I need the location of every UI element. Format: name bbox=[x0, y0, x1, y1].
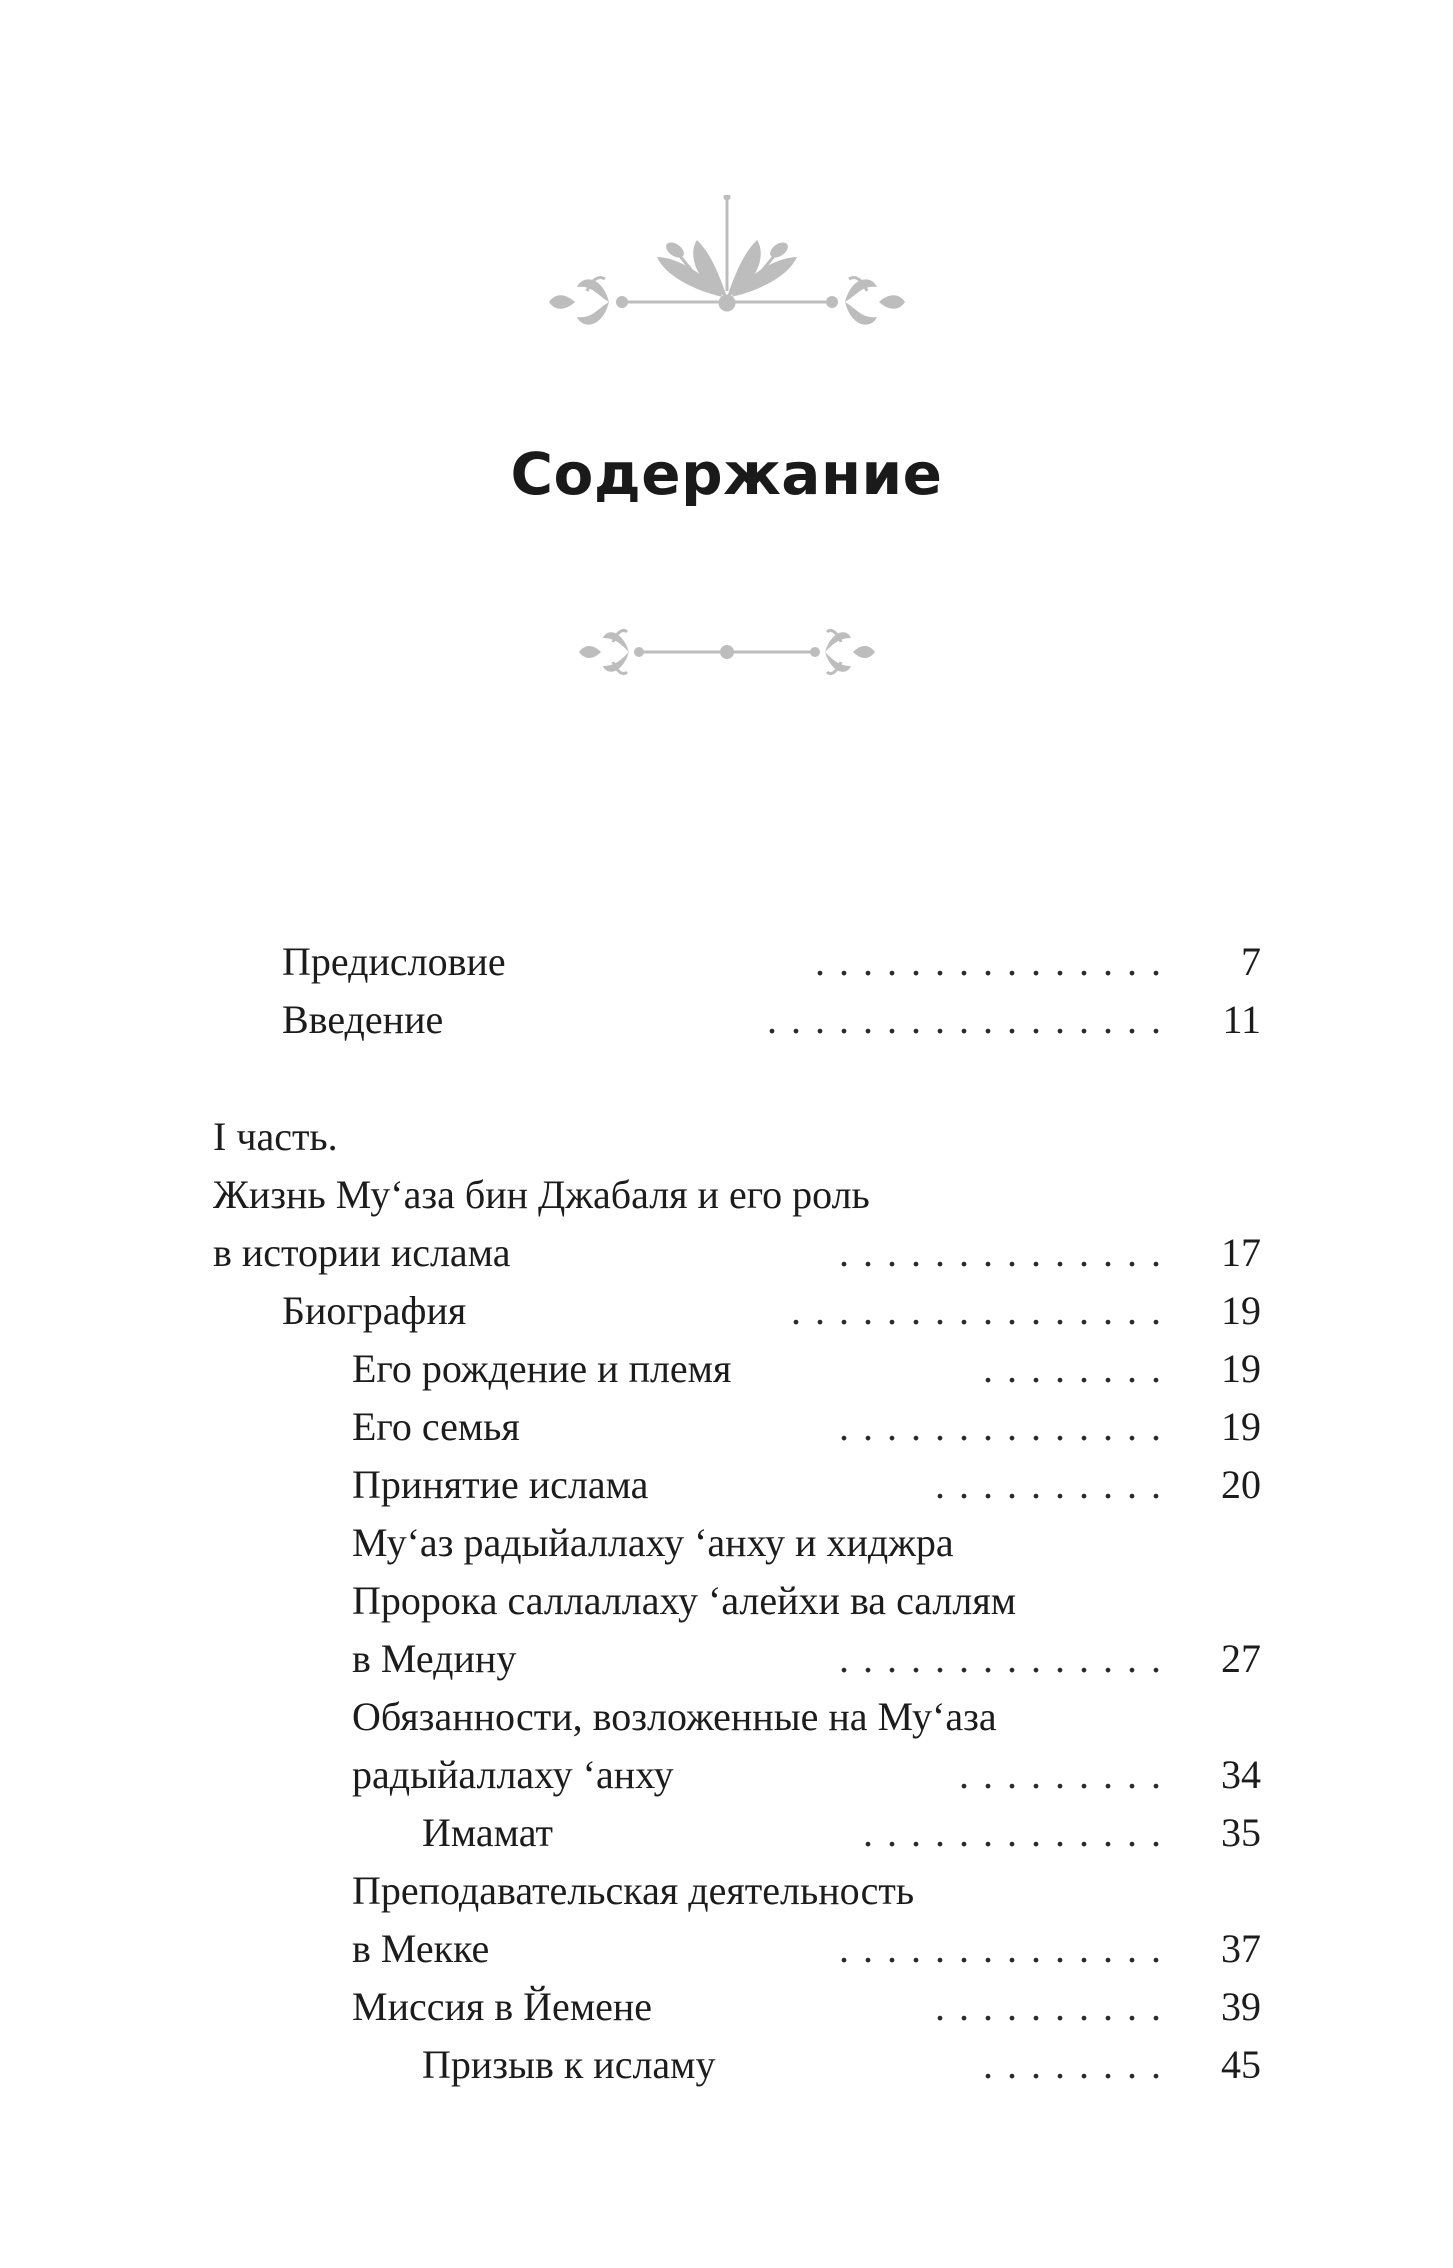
toc-entry-continued bbox=[0, 1514, 1453, 1572]
toc-leader-dots: .............. bbox=[839, 1926, 1175, 1971]
toc-entry-label: в Медину bbox=[352, 1636, 517, 1681]
toc-leader-dots: ........ bbox=[983, 2042, 1175, 2087]
toc-entry-label: Миссия в Йемене bbox=[352, 1984, 653, 2029]
toc-page-number: 35 bbox=[1221, 1810, 1261, 1855]
bottom-ornament-icon bbox=[577, 612, 877, 692]
toc-page-number: 17 bbox=[1221, 1230, 1261, 1275]
toc-page-number: 45 bbox=[1221, 2042, 1261, 2087]
toc-entry-label: Принятие ислама bbox=[352, 1462, 649, 1507]
toc-part-title bbox=[0, 1166, 1453, 1224]
toc-entry-label: Преподавательская деятельность bbox=[352, 1868, 915, 1913]
page-title: Содержание bbox=[510, 440, 943, 508]
toc-entry-label: Введение bbox=[282, 997, 444, 1042]
toc-leader-dots: ................. bbox=[767, 997, 1175, 1042]
toc-entry-label: Его рождение и племя bbox=[352, 1346, 732, 1391]
toc-leader-dots: .............. bbox=[839, 1636, 1175, 1681]
toc-entry-label: в Мекке bbox=[352, 1926, 490, 1971]
toc-page-number: 19 bbox=[1221, 1346, 1261, 1391]
toc-page-number: 27 bbox=[1221, 1636, 1261, 1681]
toc-entry[interactable] bbox=[0, 1456, 1453, 1514]
toc-entry-label: Предисловие bbox=[282, 939, 506, 984]
toc-entry-continued bbox=[0, 1688, 1453, 1746]
toc-entry-label: в истории ислама bbox=[213, 1230, 511, 1275]
toc-leader-dots: ......... bbox=[959, 1752, 1175, 1797]
toc-page-number: 19 bbox=[1221, 1288, 1261, 1333]
toc-entry[interactable] bbox=[0, 991, 1453, 1049]
toc-entry-continued bbox=[0, 1572, 1453, 1630]
toc-entry[interactable] bbox=[0, 1398, 1453, 1456]
toc-entry-label: Му‘аз радыйаллаху ‘анху и хиджра bbox=[352, 1520, 954, 1565]
toc-entry[interactable] bbox=[0, 1630, 1453, 1688]
toc-entry-label: Призыв к исламу bbox=[422, 2042, 716, 2087]
toc-entry-label: Пророка саллаллаху ‘алейхи ва саллям bbox=[352, 1578, 1017, 1623]
toc-leader-dots: ............. bbox=[863, 1810, 1175, 1855]
toc-leader-dots: ........ bbox=[983, 1346, 1175, 1391]
bottom-ornament bbox=[0, 612, 1453, 692]
toc-page-number: 7 bbox=[1241, 939, 1261, 984]
toc-leader-dots: ............... bbox=[815, 939, 1175, 984]
toc-entry-label: Биография bbox=[282, 1288, 467, 1333]
top-ornament bbox=[0, 195, 1453, 345]
toc-page-number: 39 bbox=[1221, 1984, 1261, 2029]
toc-leader-dots: .......... bbox=[935, 1984, 1175, 2029]
toc-entry[interactable] bbox=[0, 1746, 1453, 1804]
toc-entry-label: Жизнь Му‘аза бин Джабаля и его роль bbox=[213, 1172, 870, 1217]
toc-entry[interactable] bbox=[0, 933, 1453, 991]
toc-entry[interactable] bbox=[0, 2036, 1453, 2094]
toc-page-number: 11 bbox=[1222, 997, 1261, 1042]
toc-leader-dots: .......... bbox=[935, 1462, 1175, 1507]
toc-entry-label: Обязанности, возложенные на Му‘аза bbox=[352, 1694, 997, 1739]
toc-entry[interactable] bbox=[0, 1978, 1453, 2036]
top-ornament-icon bbox=[547, 195, 907, 345]
toc-leader-dots: .............. bbox=[839, 1230, 1175, 1275]
toc-leader-dots: ................ bbox=[791, 1288, 1175, 1333]
toc-entry[interactable] bbox=[0, 1804, 1453, 1862]
toc-part-label bbox=[0, 1108, 1453, 1166]
toc-entry-continued bbox=[0, 1862, 1453, 1920]
toc-entry-label: Имамат bbox=[422, 1810, 553, 1855]
toc-entry[interactable] bbox=[0, 1340, 1453, 1398]
toc-page-number: 20 bbox=[1221, 1462, 1261, 1507]
toc-entry-label: I часть. bbox=[213, 1114, 338, 1159]
toc-entry[interactable] bbox=[0, 1282, 1453, 1340]
toc-page-number: 19 bbox=[1221, 1404, 1261, 1449]
toc-entry-label: радыйаллаху ‘анху bbox=[352, 1752, 674, 1797]
toc-page-number: 34 bbox=[1221, 1752, 1261, 1797]
toc-page-number: 37 bbox=[1221, 1926, 1261, 1971]
toc-leader-dots: .............. bbox=[839, 1404, 1175, 1449]
toc-entry-label: Его семья bbox=[352, 1404, 520, 1449]
toc-entry[interactable] bbox=[0, 1920, 1453, 1978]
toc-entry[interactable] bbox=[0, 1224, 1453, 1282]
